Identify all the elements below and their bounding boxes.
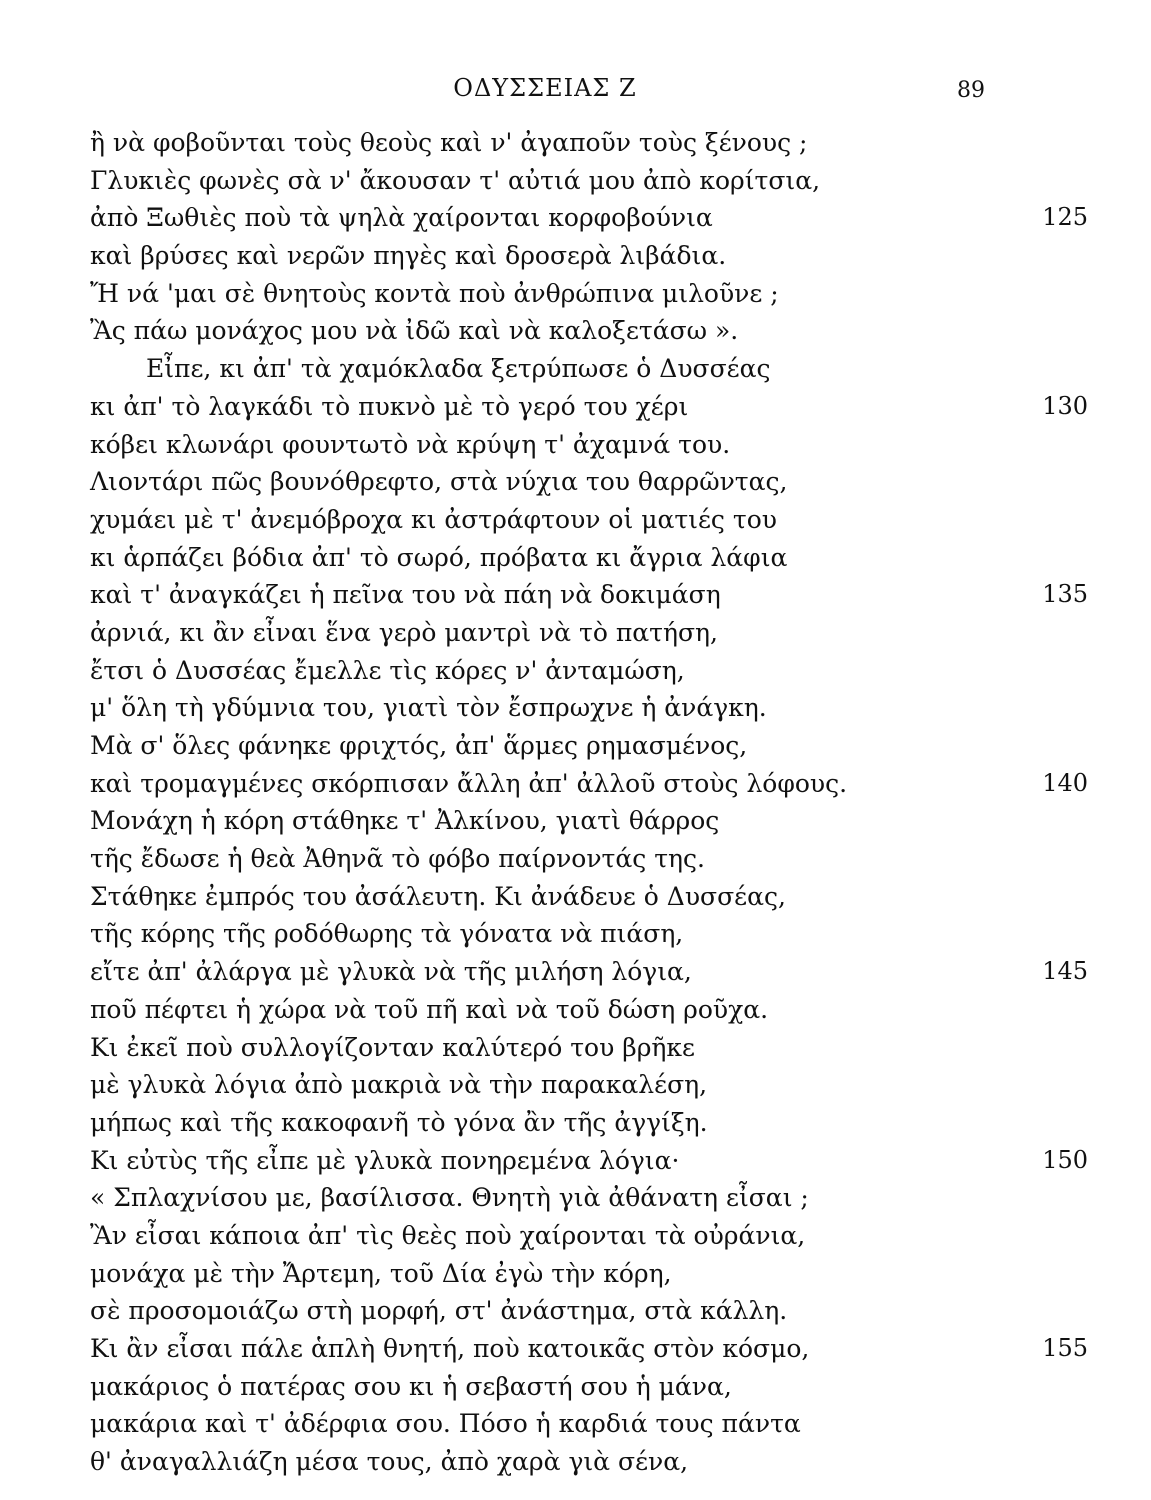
verse-line: [90, 802, 1100, 840]
verse-line-text: Ἂς πάω μονάχος μου νὰ ἰδῶ καὶ νὰ καλοξετάσω ».: [90, 316, 739, 346]
verse-line-text: Κι ἂν εἶσαι πάλε ἁπλὴ θνητή, ποὺ κατοικᾶς στὸν κόσμο,: [90, 1334, 810, 1363]
verse-line: [90, 915, 1100, 953]
verse-line: [90, 463, 1100, 501]
verse-line: [90, 652, 1100, 690]
verse-line: [90, 1142, 1100, 1180]
verse-line: [90, 1255, 1100, 1293]
verse-line: [90, 878, 1100, 916]
verse-line: [90, 765, 1100, 803]
verse-block: [90, 124, 1100, 1481]
verse-line-text: θ' ἀναγαλλιάζη μέσα τους, ἀπὸ χαρὰ γιὰ σένα,: [90, 1447, 689, 1477]
verse-line: [90, 614, 1100, 652]
page-number: 89: [957, 78, 985, 103]
verse-line: [90, 501, 1100, 539]
verse-line-text: κι ἀπ' τὸ λαγκάδι τὸ πυκνὸ μὲ τὸ γερό του χέρι: [90, 391, 689, 421]
line-number: 140: [1042, 768, 1088, 797]
verse-line-text: χυμάει μὲ τ' ἀνεμόβροχα κι ἀστράφτουν οἱ ματιές του: [90, 504, 777, 534]
verse-line: [90, 275, 1100, 313]
verse-line-text: κόβει κλωνάρι φουντωτὸ νὰ κρύψη τ' ἀχαμνά του.: [90, 429, 731, 459]
verse-line-text: ἀπὸ Ξωθιὲς ποὺ τὰ ψηλὰ χαίρονται κορφοβούνια: [90, 203, 713, 233]
line-number: 125: [1042, 203, 1088, 232]
line-number: 145: [1042, 957, 1088, 986]
verse-line: [90, 388, 1100, 426]
verse-line-text: ἀρνιά, κι ἂν εἶναι ἕνα γερὸ μαντρὶ νὰ τὸ πατήση,: [90, 617, 718, 647]
verse-line-text: καὶ βρύσες καὶ νερῶν πηγὲς καὶ δροσερὰ λιβάδια.: [90, 241, 727, 271]
verse-line-text: Λιοντάρι πῶς βουνόθρεφτο, στὰ νύχια του θαρρῶντας,: [90, 467, 788, 497]
verse-line-text: ποῦ πέφτει ἡ χώρα νὰ τοῦ πῆ καὶ νὰ τοῦ δώση ροῦχα.: [90, 994, 769, 1024]
verse-line-text: Κι εὐτὺς τῆς εἶπε μὲ γλυκὰ πονηρεμένα λόγια·: [90, 1145, 680, 1175]
verse-line-text: Στάθηκε ἐμπρός του ἀσάλευτη. Κι ἀνάδευε ὁ Δυσσέας,: [90, 881, 786, 911]
verse-line-text: ἔτσι ὁ Δυσσέας ἔμελλε τὶς κόρες ν' ἀνταμώση,: [90, 655, 685, 685]
verse-line-text: τῆς κόρης τῆς ροδόθωρης τὰ γόνατα νὰ πιάση,: [90, 919, 684, 949]
verse-line-text: κι ἁρπάζει βόδια ἀπ' τὸ σωρό, πρόβατα κι ἄγρια λάφια: [90, 542, 788, 572]
line-number: 130: [1042, 391, 1088, 420]
verse-line-text: μὲ γλυκὰ λόγια ἀπὸ μακριὰ νὰ τὴν παρακαλέση,: [90, 1070, 708, 1100]
verse-line-text: μονάχα μὲ τὴν Ἄρτεμη, τοῦ Δία ἐγὼ τὴν κόρη,: [90, 1258, 672, 1288]
verse-line-text: μακάριος ὁ πατέρας σου κι ἡ σεβαστή σου ἡ μάνα,: [90, 1371, 732, 1401]
line-number: 155: [1042, 1334, 1088, 1362]
verse-line: [90, 426, 1100, 464]
verse-line: [90, 1292, 1100, 1330]
verse-line: [90, 1066, 1100, 1104]
verse-line: [90, 237, 1100, 275]
verse-line-text: καὶ τρομαγμένες σκόρπισαν ἄλλη ἀπ' ἀλλοῦ στοὺς λόφους.: [90, 768, 848, 798]
verse-line: [90, 953, 1100, 991]
verse-line-text: Ἂν εἶσαι κάποια ἀπ' τὶς θεὲς ποὺ χαίρονται τὰ οὐράνια,: [90, 1220, 806, 1250]
verse-line: [90, 1179, 1100, 1217]
verse-line-text: τῆς ἔδωσε ἡ θεὰ Ἀθηνᾶ τὸ φόβο παίρνοντάς της.: [90, 844, 705, 874]
verse-line: [90, 539, 1100, 577]
running-header-title: ΟΔΥΣΣΕΙΑΣ Ζ: [453, 74, 637, 102]
verse-line: [90, 312, 1100, 350]
verse-line: [90, 840, 1100, 878]
verse-line: [90, 199, 1100, 237]
verse-line: [90, 689, 1100, 727]
verse-line: [90, 1104, 1100, 1142]
line-number: 135: [1042, 580, 1088, 609]
verse-line-text: μ' ὅλη τὴ γδύμνια του, γιατὶ τὸν ἔσπρωχνε ἡ ἀνάγκη.: [90, 693, 767, 723]
verse-line: [90, 162, 1100, 200]
verse-line: [90, 1330, 1100, 1368]
verse-line-text: Εἶπε, κι ἀπ' τὰ χαμόκλαδα ξετρύπωσε ὁ Δυσσέας: [146, 354, 771, 384]
verse-line-text: Γλυκιὲς φωνὲς σὰ ν' ἄκουσαν τ' αὐτιά μου ἀπὸ κορίτσια,: [90, 165, 821, 195]
verse-line-text: μήπως καὶ τῆς κακοφανῆ τὸ γόνα ἂν τῆς ἀγγίξη.: [90, 1107, 708, 1137]
verse-line-text: Ἤ νά 'μαι σὲ θνητοὺς κοντὰ ποὺ ἀνθρώπινα μιλοῦνε ;: [90, 278, 779, 308]
verse-line: [90, 1217, 1100, 1255]
verse-line-text: « Σπλαχνίσου με, βασίλισσα. Θνητὴ γιὰ ἀθάνατη εἶσαι ;: [90, 1183, 809, 1213]
verse-line-text: εἴτε ἀπ' ἀλάργα μὲ γλυκὰ νὰ τῆς μιλήση λόγια,: [90, 957, 692, 987]
verse-line-text: σὲ προσομοιάζω στὴ μορφή, στ' ἀνάστημα, στὰ κάλλη.: [90, 1296, 788, 1326]
verse-line: [90, 727, 1100, 765]
verse-line: [90, 991, 1100, 1029]
verse-line-text: Μὰ σ' ὅλες φάνηκε φριχτός, ἀπ' ἅρμες ρημασμένος,: [90, 731, 748, 760]
verse-line: [90, 576, 1100, 614]
verse-line: [90, 1443, 1100, 1481]
verse-line: [90, 124, 1100, 162]
verse-line: [90, 1405, 1100, 1443]
verse-line-text: καὶ τ' ἀναγκάζει ἡ πεῖνα του νὰ πάη νὰ δοκιμάση: [90, 580, 721, 610]
verse-line-text: ἢ νὰ φοβοῦνται τοὺς θεοὺς καὶ ν' ἀγαποῦν τοὺς ξένους ;: [90, 128, 808, 157]
verse-line: [90, 1029, 1100, 1067]
line-number: 150: [1042, 1145, 1088, 1174]
verse-line: [90, 1368, 1100, 1406]
verse-line-text: Μονάχη ἡ κόρη στάθηκε τ' Ἀλκίνου, γιατὶ θάρρος: [90, 806, 720, 836]
verse-line-text: μακάρια καὶ τ' ἀδέρφια σου. Πόσο ἡ καρδιά τους πάντα: [90, 1409, 801, 1439]
verse-line: [90, 350, 1100, 388]
verse-line-text: Κι ἐκεῖ ποὺ συλλογίζονταν καλύτερό του βρῆκε: [90, 1032, 695, 1062]
